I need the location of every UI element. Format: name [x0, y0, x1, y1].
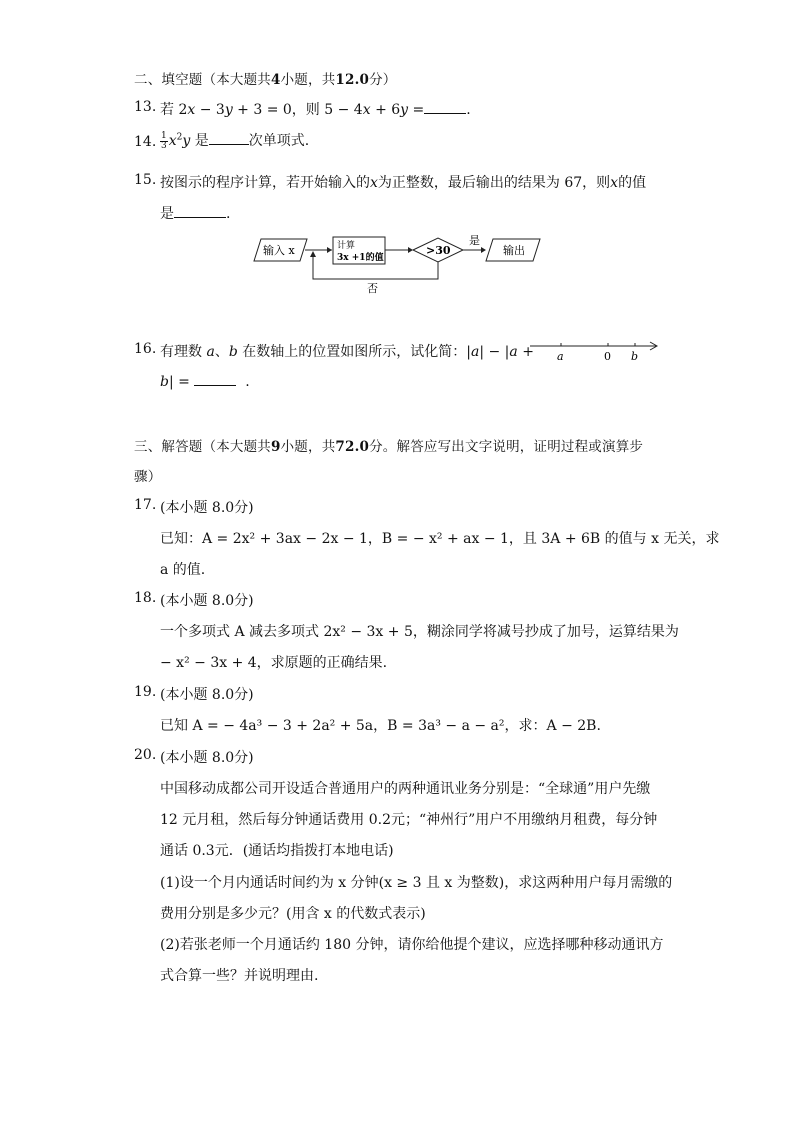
question-number: 16.: [134, 341, 157, 357]
q20-line1: 中国移动成都公司开设适合普通用户的两种通讯业务分别是：“全球通”用户先缴: [160, 781, 651, 797]
label-a: a: [557, 350, 564, 363]
q18-score: (本小题 8.0分): [160, 593, 254, 609]
question-14-text: [160, 130, 309, 151]
section-mid: 小题，共: [280, 439, 336, 455]
question-16-line2: [160, 372, 250, 390]
q13-part: + 6: [370, 102, 401, 118]
arrow-head: [327, 247, 332, 253]
q16-part: +: [517, 344, 534, 360]
section-heading-solve: [134, 435, 643, 455]
answer-blank[interactable]: [194, 372, 236, 386]
question-count: 4: [271, 72, 281, 88]
question-number: 13.: [134, 99, 157, 115]
label-0: 0: [604, 350, 611, 363]
section-score: 72.0: [335, 439, 370, 455]
q18-line2: − x² − 3x + 4，求原题的正确结果.: [160, 655, 388, 671]
answer-blank[interactable]: [424, 100, 466, 114]
q15-part: 是: [160, 206, 174, 222]
fraction-numerator: 1: [161, 130, 167, 141]
var-b: b: [160, 374, 169, 390]
q20-line5: 费用分别是多少元？(用含 x 的代数式表示): [160, 906, 426, 922]
question-13-text: [160, 99, 471, 119]
q16-part: | =: [168, 374, 190, 390]
var-a: a: [470, 344, 480, 360]
question-number: 19.: [134, 684, 157, 700]
var-y: y: [182, 133, 191, 149]
question-count: 9: [271, 439, 281, 455]
section-title: 二、填空题（本大题共: [134, 72, 271, 88]
var-y: y: [224, 102, 233, 118]
output-label: 输出: [503, 244, 525, 257]
section-title: 三、解答题（本大题共: [134, 439, 271, 455]
section-mid: 小题，共: [280, 72, 336, 88]
label-b: b: [631, 350, 639, 363]
var-x: x: [187, 102, 196, 118]
var-x: x: [362, 102, 371, 118]
calc-label-2: 3x +1的值: [337, 253, 384, 263]
q16-end: .: [245, 374, 250, 390]
q13-part: + 3 = 0，则 5 − 4: [232, 102, 363, 118]
question-number: 18.: [134, 590, 157, 606]
var-b: b: [228, 344, 238, 360]
program-flowchart: [245, 230, 550, 296]
q17-line2: a 的值.: [160, 562, 206, 578]
answer-blank[interactable]: [209, 131, 249, 145]
q19-line1: 已知 A = − 4a³ − 3 + 2a² + 5a，B = 3a³ − a − a²，求：A − 2B.: [160, 718, 601, 734]
q13-part: − 3: [195, 102, 225, 118]
q15-end: .: [226, 206, 231, 222]
q13-end: .: [466, 102, 471, 118]
section-end: 分）: [369, 72, 397, 88]
q15-part: 的值: [618, 175, 647, 191]
var-y: y: [400, 102, 409, 118]
q13-part: 若 2: [160, 102, 188, 118]
calc-label-1: 计算: [337, 241, 356, 251]
input-label: 输入 x: [263, 244, 295, 257]
question-15-line2: [160, 203, 230, 223]
yes-label: 是: [469, 234, 480, 247]
q18-line1: 一个多项式 A 减去多项式 2x² − 3x + 5，糊涂同学将减号抄成了加号，运算结果为: [160, 624, 679, 640]
q20-line2: 12 元月租，然后每分钟通话费用 0.2元；“神州行”用户不用缴纳月租费，每分钟: [160, 812, 658, 828]
q20-line4: (1)设一个月内通话时间约为 x 分钟(x ≥ 3 且 x 为整数)，求这两种用户每月需缴的: [160, 875, 673, 891]
q20-line6: (2)若张老师一个月通话约 180 分钟，请你给他提个建议，应选择哪种移动通讯方: [160, 937, 664, 953]
q17-score: (本小题 8.0分): [160, 500, 254, 516]
q20-score: (本小题 8.0分): [160, 750, 254, 766]
question-number: 14.: [134, 134, 157, 150]
var-a: a: [509, 344, 518, 360]
question-number: 20.: [134, 747, 157, 763]
q19-score: (本小题 8.0分): [160, 687, 254, 703]
q16-part: 有理数: [160, 344, 202, 360]
fraction-one-third: [160, 132, 168, 151]
section-heading-solve-line2: 骤）: [134, 469, 162, 485]
q16-part: 在数轴上的位置如图所示，试化简：|: [242, 344, 471, 360]
q13-part: =: [408, 102, 425, 118]
question-15-line1: [160, 172, 646, 192]
q15-part: 按图示的程序计算，若开始输入的: [160, 175, 370, 191]
q14-part: 是: [190, 133, 209, 149]
section-heading-fill-blank: [134, 68, 397, 88]
question-number: 15.: [134, 172, 157, 188]
answer-blank[interactable]: [174, 204, 226, 218]
section-score: 12.0: [335, 72, 370, 88]
q14-part: 次单项式.: [248, 133, 310, 149]
question-16-line1: [160, 341, 534, 361]
no-label: 否: [367, 282, 378, 295]
arrow-head: [481, 247, 486, 253]
arrow-head: [310, 251, 316, 257]
var-x: x: [168, 133, 177, 149]
question-number: 17.: [134, 497, 157, 513]
condition-label: >30: [426, 244, 451, 257]
q16-sep: 、: [214, 344, 229, 360]
section-end: 分。解答应写出文字说明，证明过程或演算步: [369, 439, 644, 455]
var-a: a: [206, 344, 215, 360]
q16-part: | − |: [479, 344, 510, 360]
var-x: x: [370, 175, 378, 191]
number-line: [528, 336, 662, 364]
q20-line7: 式合算一些？并说明理由.: [160, 968, 319, 984]
q20-line3: 通话 0.3元．(通话均指拨打本地电话): [160, 843, 394, 859]
q15-part: 为正整数，最后输出的结果为 67，则: [377, 175, 611, 191]
q17-line1: 已知：A = 2x² + 3ax − 2x − 1，B = − x² + ax − 1，且 3A + 6B 的值与 x 无关，求: [160, 531, 720, 547]
var-x: x: [610, 175, 619, 191]
fraction-denominator: 3: [161, 140, 167, 151]
exponent: 2: [176, 132, 183, 143]
